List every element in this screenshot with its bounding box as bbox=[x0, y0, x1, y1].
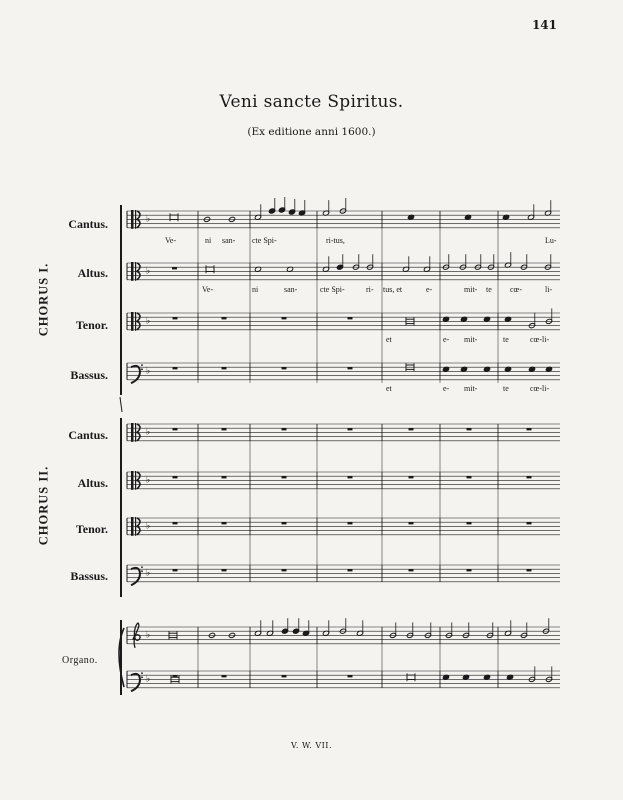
f-clef-icon bbox=[141, 676, 143, 678]
rest-mark bbox=[222, 675, 227, 677]
c-clef-icon bbox=[131, 423, 134, 442]
voice-label-altus-1: Altus. bbox=[77, 266, 108, 280]
breve-note bbox=[407, 675, 415, 679]
rest-mark bbox=[409, 428, 414, 430]
rest-mark bbox=[467, 476, 472, 478]
rest-mark bbox=[409, 522, 414, 524]
flat-sign-icon: ♭ bbox=[146, 316, 151, 327]
rest-mark bbox=[282, 476, 287, 478]
lyric-syllable: cœ- bbox=[510, 285, 522, 294]
piece-title: Veni sancte Spiritus. bbox=[219, 92, 404, 112]
flat-sign-icon: ♭ bbox=[146, 427, 151, 438]
rest-mark bbox=[172, 267, 177, 269]
voice-label-bassus-2: Bassus. bbox=[70, 569, 108, 583]
chorus-1-label: CHORUS I. bbox=[36, 262, 51, 337]
rest-mark bbox=[409, 569, 414, 571]
rest-mark bbox=[282, 675, 287, 677]
flat-sign-icon: ♭ bbox=[146, 674, 151, 685]
rest-mark bbox=[527, 428, 532, 430]
system-connector bbox=[120, 397, 122, 412]
rest-mark bbox=[222, 522, 227, 524]
rest-mark bbox=[173, 522, 178, 524]
c-clef-icon bbox=[131, 262, 134, 281]
breve-note bbox=[206, 267, 214, 271]
lyric-syllable: san- bbox=[284, 285, 298, 294]
rest-mark bbox=[527, 569, 532, 571]
flat-sign-icon: ♭ bbox=[146, 266, 151, 277]
voice-label-altus-2: Altus. bbox=[77, 476, 108, 490]
rest-mark bbox=[282, 317, 287, 319]
rest-mark bbox=[173, 428, 178, 430]
f-clef-icon bbox=[131, 366, 140, 383]
edition-note: (Ex editione anni 1600.) bbox=[247, 126, 376, 138]
flat-sign-icon: ♭ bbox=[146, 630, 151, 641]
lyric-syllable: cte Spi- bbox=[252, 236, 277, 245]
f-clef-icon bbox=[141, 570, 143, 572]
f-clef-icon bbox=[131, 674, 140, 691]
lyric-syllable: ri-tus, bbox=[326, 236, 345, 245]
footer-signature: V. W. VII. bbox=[290, 741, 332, 750]
rest-mark bbox=[467, 428, 472, 430]
flat-sign-icon: ♭ bbox=[146, 521, 151, 532]
rest-mark bbox=[467, 569, 472, 571]
rest-mark bbox=[282, 522, 287, 524]
c-clef-icon bbox=[131, 471, 134, 490]
rest-mark bbox=[222, 569, 227, 571]
lyric-syllable: Lu- bbox=[545, 236, 557, 245]
rest-mark bbox=[527, 476, 532, 478]
f-clef-icon bbox=[141, 364, 143, 366]
lyric-syllable: mit- bbox=[464, 285, 478, 294]
rest-mark bbox=[173, 317, 178, 319]
c-clef-icon bbox=[131, 517, 134, 536]
rest-mark bbox=[467, 522, 472, 524]
rest-mark bbox=[348, 428, 353, 430]
lyric-syllable: e- bbox=[426, 285, 433, 294]
lyric-syllable: Ve- bbox=[202, 285, 214, 294]
f-clef-icon bbox=[141, 672, 143, 674]
voice-label-cantus-2: Cantus. bbox=[68, 428, 108, 442]
rest-mark bbox=[282, 367, 287, 369]
f-clef-icon bbox=[141, 566, 143, 568]
lyric-syllable: te bbox=[486, 285, 492, 294]
lyric-syllable: san- bbox=[222, 236, 236, 245]
chorus-2-label: CHORUS II. bbox=[36, 465, 51, 546]
lyric-syllable: cœ-li- bbox=[530, 335, 550, 344]
rest-mark bbox=[173, 569, 178, 571]
rest-mark bbox=[409, 476, 414, 478]
lyric-syllable: ni bbox=[252, 285, 259, 294]
flat-sign-icon: ♭ bbox=[146, 214, 151, 225]
lyric-syllable: cte Spi- bbox=[320, 285, 345, 294]
lyric-syllable: li- bbox=[545, 285, 553, 294]
rest-mark bbox=[173, 476, 178, 478]
flat-sign-icon: ♭ bbox=[146, 366, 151, 377]
lyric-syllable: mit- bbox=[464, 335, 478, 344]
lyric-syllable: ri- bbox=[366, 285, 374, 294]
rest-mark bbox=[282, 428, 287, 430]
rest-mark bbox=[222, 317, 227, 319]
flat-sign-icon: ♭ bbox=[146, 568, 151, 579]
voice-label-tenor-1: Tenor. bbox=[75, 318, 108, 332]
rest-mark bbox=[348, 522, 353, 524]
voice-label-tenor-2: Tenor. bbox=[75, 522, 108, 536]
lyric-syllable: et bbox=[386, 384, 392, 393]
f-clef-icon bbox=[141, 368, 143, 370]
rest-mark bbox=[348, 317, 353, 319]
breve-note bbox=[170, 215, 178, 219]
voice-label-bassus-1: Bassus. bbox=[70, 368, 108, 382]
lyric-syllable: e- bbox=[443, 384, 450, 393]
rest-mark bbox=[348, 476, 353, 478]
rest-mark bbox=[282, 569, 287, 571]
page-number: 141 bbox=[531, 18, 557, 32]
rest-mark bbox=[222, 367, 227, 369]
rest-mark bbox=[222, 428, 227, 430]
f-clef-icon bbox=[131, 568, 140, 585]
rest-mark bbox=[173, 367, 178, 369]
rest-mark bbox=[348, 367, 353, 369]
rest-mark bbox=[222, 476, 227, 478]
rest-mark bbox=[348, 569, 353, 571]
c-clef-icon bbox=[131, 312, 134, 331]
lyric-syllable: e- bbox=[443, 335, 450, 344]
lyric-syllable: cœ-li- bbox=[530, 384, 550, 393]
lyric-syllable: tus, et bbox=[383, 285, 403, 294]
lyric-syllable: ni bbox=[205, 236, 212, 245]
lyric-syllable: Ve- bbox=[165, 236, 177, 245]
lyric-syllable: te bbox=[503, 384, 509, 393]
rest-mark bbox=[527, 522, 532, 524]
lyric-syllable: te bbox=[503, 335, 509, 344]
rest-mark bbox=[348, 675, 353, 677]
lyric-syllable: mit- bbox=[464, 384, 478, 393]
voice-label-cantus-1: Cantus. bbox=[68, 217, 108, 231]
lyric-syllable: et bbox=[386, 335, 392, 344]
flat-sign-icon: ♭ bbox=[146, 475, 151, 486]
c-clef-icon bbox=[131, 210, 134, 229]
organ-label: Organo. bbox=[62, 655, 98, 666]
